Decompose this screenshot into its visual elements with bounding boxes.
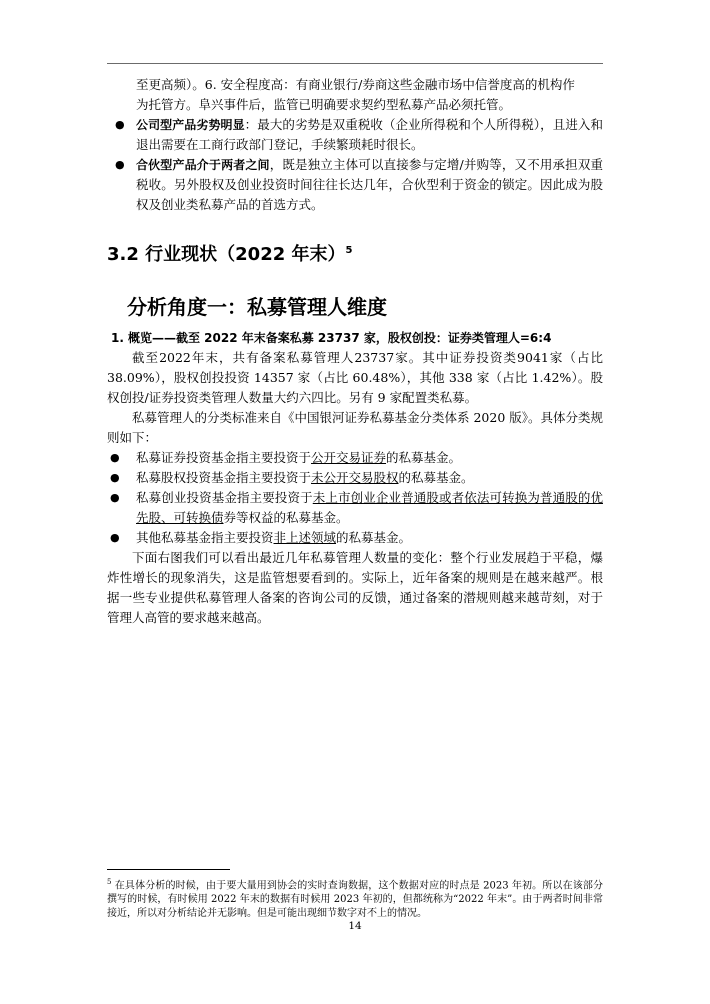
sub-heading: 分析角度一：私募管理人维度 <box>127 295 387 319</box>
bullet-dot-icon: ● <box>110 451 120 464</box>
rule-item: ● 私募证券投资基金指主要投资于公开交易证券的私募基金。 <box>107 448 603 468</box>
header-rule <box>107 63 603 64</box>
footnote-rule <box>107 869 230 870</box>
rule-item: ● 其他私募基金指主要投资非上述领域的私募基金。 <box>107 528 603 548</box>
item-heading: 1. 概览——截至 2022 年末备案私募 23737 家，股权创投：证券类管理人=6:4 <box>111 331 552 345</box>
paragraph-classification: 私募管理人的分类标准来自《中国银河证券私募基金分类体系 2020 版》。具体分类规则如下： <box>107 410 604 445</box>
page-body <box>107 75 603 628</box>
footnote-mark: 5 <box>107 878 112 886</box>
bullet-dot-icon: ● <box>110 491 120 504</box>
paragraph-trend: 下面右图我们可以看出最近几年私募管理人数量的变化：整个行业发展趋于平稳，爆炸性增长的现象消失，这是监管想要看到的。实际上，近年备案的规则是在越来越严。根据一些专业提供私募管理人备案的咨询公司的反馈，通过备案的潜规则越来越苛刻，对于管理人高管的要求越来越高。 <box>107 550 603 625</box>
footnote-ref[interactable]: 5 <box>345 245 353 256</box>
bullet-partnership-type: ● 合伙型产品介于两者之间，既是独立主体可以直接参与定增/并购等，又不用承担双重税收。另外股权及创业投资时间往往长达几年，合伙型利于资金的锁定。因此成为股权及创业类私募产品的首选方式。 <box>115 157 603 212</box>
bullet-dot-icon: ● <box>110 531 120 544</box>
continued-text: 至更高频）。6. 安全程度高：有商业银行/券商这些金融市场中信誉度高的机构作 为托管方。阜兴事件后，监管已明确要求契约型私募产品必须托管。 <box>136 77 575 112</box>
page-number: 14 <box>348 920 362 932</box>
bullet-dot-icon: ● <box>110 471 120 484</box>
paragraph-overview: 截至2022年末，共有备案私募管理人23737家。其中证券投资类9041家（占比38.09%），股权创投投资 14357 家（占比 60.48%），其他 338 家（占比 1.42%）。股权创投/证券投资类管理人数量大约六四比。另有 9 家配置类私募。 <box>107 350 603 405</box>
footnote: $^5$ 在具体分析的时候，由于要大量用到协会的实时查询数据，这个数据对应的时点是 2023 年初。所以在该部分撰写的时候，有时候用 2022 年末的数据有时候用 2023 年初的，但都统称为“2022 年末”。由于两者时间非常接近，所以对分析结论并无影响。但是可能出现细节数字对不上的情况。 <box>107 878 603 920</box>
rule-item: ● 私募创业投资基金指主要投资于未上市创业企业普通股或者依法可转换为普通股的优先股、可转换债券等权益的私募基金。 <box>110 490 603 525</box>
rule-item: ● 私募股权投资基金指主要投资于未公开交易股权的私募基金。 <box>107 468 603 488</box>
bullet-dot-icon: ● <box>115 158 125 171</box>
bullet-company-type: ● 公司型产品劣势明显：最大的劣势是双重税收（企业所得税和个人所得税），且进入和退出需要在工商行政部门登记，手续繁琐耗时很长。 <box>115 117 603 152</box>
bullet-dot-icon: ● <box>115 118 125 131</box>
section-heading: 3.2 行业现状（2022 年末）$^5$ <box>107 244 353 265</box>
